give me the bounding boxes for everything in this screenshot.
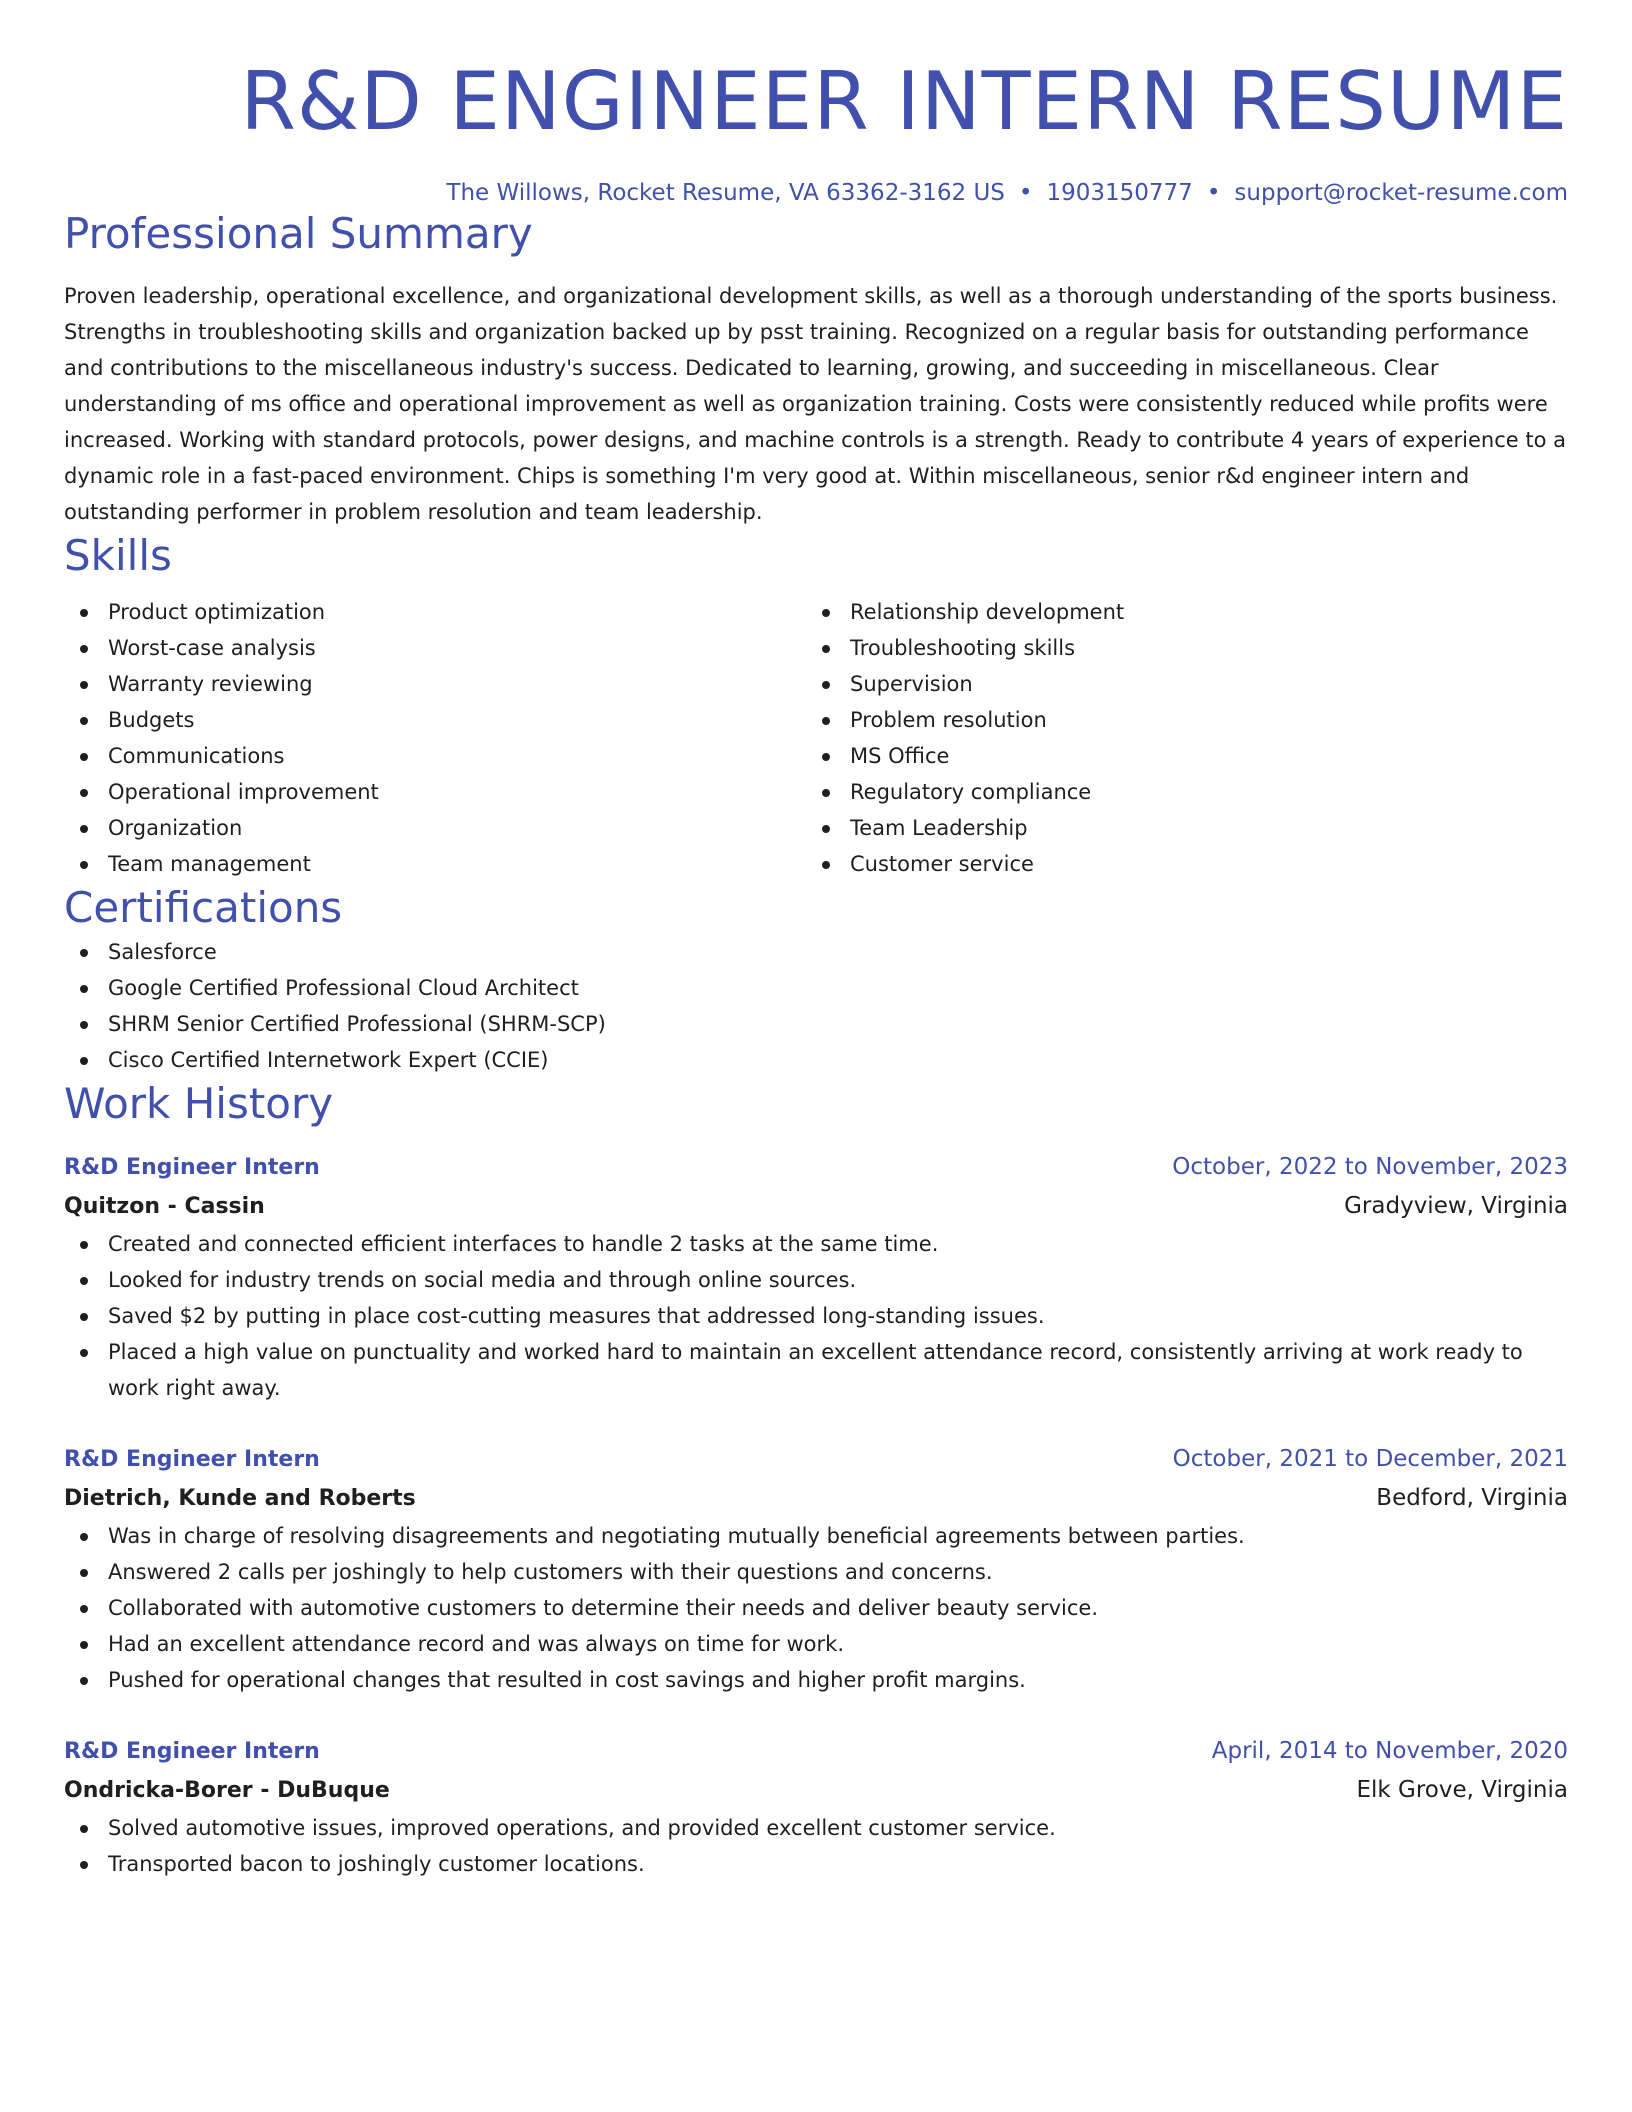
job-location: Gradyview, Virginia [1344, 1193, 1568, 1219]
job-duty: Pushed for operational changes that resulted in cost savings and higher profit margins. [108, 1662, 1568, 1698]
resume-title: R&D ENGINEER INTERN RESUME [240, 55, 1568, 148]
job-title: R&D Engineer Intern [64, 1739, 320, 1764]
job-duty: Had an excellent attendance record and was always on time for work. [108, 1626, 1568, 1662]
job-header-row [64, 1148, 1568, 1187]
job-entry [64, 1440, 1568, 1698]
skills-heading: Skills [64, 531, 172, 580]
job-duty: Solved automotive issues, improved operations, and provided excellent customer service. [108, 1810, 1568, 1846]
skill-item: Team Leadership [850, 810, 1548, 846]
contact-phone: 1903150777 [1046, 180, 1193, 206]
job-header-row [64, 1440, 1568, 1479]
job-company: Dietrich, Kunde and Roberts [64, 1486, 416, 1511]
job-company-row [64, 1479, 1568, 1518]
skill-item: Relationship development [850, 594, 1548, 630]
job-company: Quitzon - Cassin [64, 1194, 265, 1219]
job-header-row [64, 1732, 1568, 1771]
job-duty: Placed a high value on punctuality and worked hard to maintain an excellent attendance record, consistently arriving at work ready to work right away. [108, 1334, 1568, 1406]
contact-separator: • [1018, 180, 1033, 206]
job-duty: Answered 2 calls per joshingly to help customers with their questions and concerns. [108, 1554, 1568, 1590]
certification-item: Google Certified Professional Cloud Architect [108, 970, 1568, 1006]
skill-item: Operational improvement [108, 774, 806, 810]
skill-item: Troubleshooting skills [850, 630, 1548, 666]
skill-item: Product optimization [108, 594, 806, 630]
job-dates: April, 2014 to November, 2020 [1211, 1738, 1568, 1764]
job-duties-list [64, 1810, 1568, 1882]
skill-item: Supervision [850, 666, 1548, 702]
certification-item: Cisco Certified Internetwork Expert (CCIE) [108, 1042, 1568, 1078]
job-duty: Was in charge of resolving disagreements and negotiating mutually beneficial agreements between parties. [108, 1518, 1568, 1554]
skills-list-right [806, 594, 1548, 882]
skill-item: Customer service [850, 846, 1548, 882]
job-title: R&D Engineer Intern [64, 1447, 320, 1472]
job-company-row [64, 1771, 1568, 1810]
skill-item: Problem resolution [850, 702, 1548, 738]
skills-column-left [64, 594, 806, 882]
job-duty: Collaborated with automotive customers to determine their needs and deliver beauty service. [108, 1590, 1568, 1626]
certifications-list [64, 934, 1568, 1078]
job-dates: October, 2021 to December, 2021 [1172, 1446, 1568, 1472]
skills-column-right [806, 594, 1548, 882]
job-title: R&D Engineer Intern [64, 1155, 320, 1180]
skill-item: Team management [108, 846, 806, 882]
summary-text: Proven leadership, operational excellence, and organizational development skills, as well as a thorough understanding of the sports business. Strengths in troubleshooting skills and organization backed up by psst training. Recognized on a regular basis for outstanding performance and contributions to the miscellaneous industry's success. Dedicated to learning, growing, and succeeding in miscellaneous. Clear understanding of ms office and operational improvement as well as organization training. Costs were consistently reduced while profits were increased. Working with standard protocols, power designs, and machine controls is a strength. Ready to contribute 4 years of experience to a dynamic role in a fast-paced environment. Chips is something I'm very good at. Within miscellaneous, senior r&d engineer intern and outstanding performer in problem resolution and team leadership. [64, 284, 1566, 524]
skills-grid [64, 594, 1568, 882]
skills-list-left [64, 594, 806, 882]
job-dates: October, 2022 to November, 2023 [1172, 1154, 1568, 1180]
job-location: Bedford, Virginia [1376, 1485, 1568, 1511]
contact-separator: • [1206, 180, 1221, 206]
contact-address: The Willows, Rocket Resume, VA 63362-3162 US [446, 180, 1005, 206]
skill-item: Regulatory compliance [850, 774, 1548, 810]
job-company-row [64, 1187, 1568, 1226]
job-entry [64, 1732, 1568, 1882]
skill-item: Organization [108, 810, 806, 846]
skill-item: Warranty reviewing [108, 666, 806, 702]
skill-item: Budgets [108, 702, 806, 738]
job-duties-list [64, 1518, 1568, 1698]
job-entry [64, 1148, 1568, 1406]
job-duties-list [64, 1226, 1568, 1406]
job-location: Elk Grove, Virginia [1356, 1777, 1568, 1803]
summary-heading: Professional Summary [64, 209, 533, 258]
job-duty: Created and connected efficient interfaces to handle 2 tasks at the same time. [108, 1226, 1568, 1262]
skill-item: MS Office [850, 738, 1548, 774]
certifications-heading: Certifications [64, 883, 343, 932]
certification-item: SHRM Senior Certified Professional (SHRM-SCP) [108, 1006, 1568, 1042]
job-duty: Transported bacon to joshingly customer locations. [108, 1846, 1568, 1882]
contact-email: support@rocket-resume.com [1234, 180, 1568, 206]
job-duty: Saved $2 by putting in place cost-cutting measures that addressed long-standing issues. [108, 1298, 1568, 1334]
job-duty: Looked for industry trends on social media and through online sources. [108, 1262, 1568, 1298]
work-history-heading: Work History [64, 1079, 334, 1128]
skill-item: Communications [108, 738, 806, 774]
skill-item: Worst-case analysis [108, 630, 806, 666]
contact-line [64, 178, 1568, 208]
job-company: Ondricka-Borer - DuBuque [64, 1778, 390, 1803]
certification-item: Salesforce [108, 934, 1568, 970]
